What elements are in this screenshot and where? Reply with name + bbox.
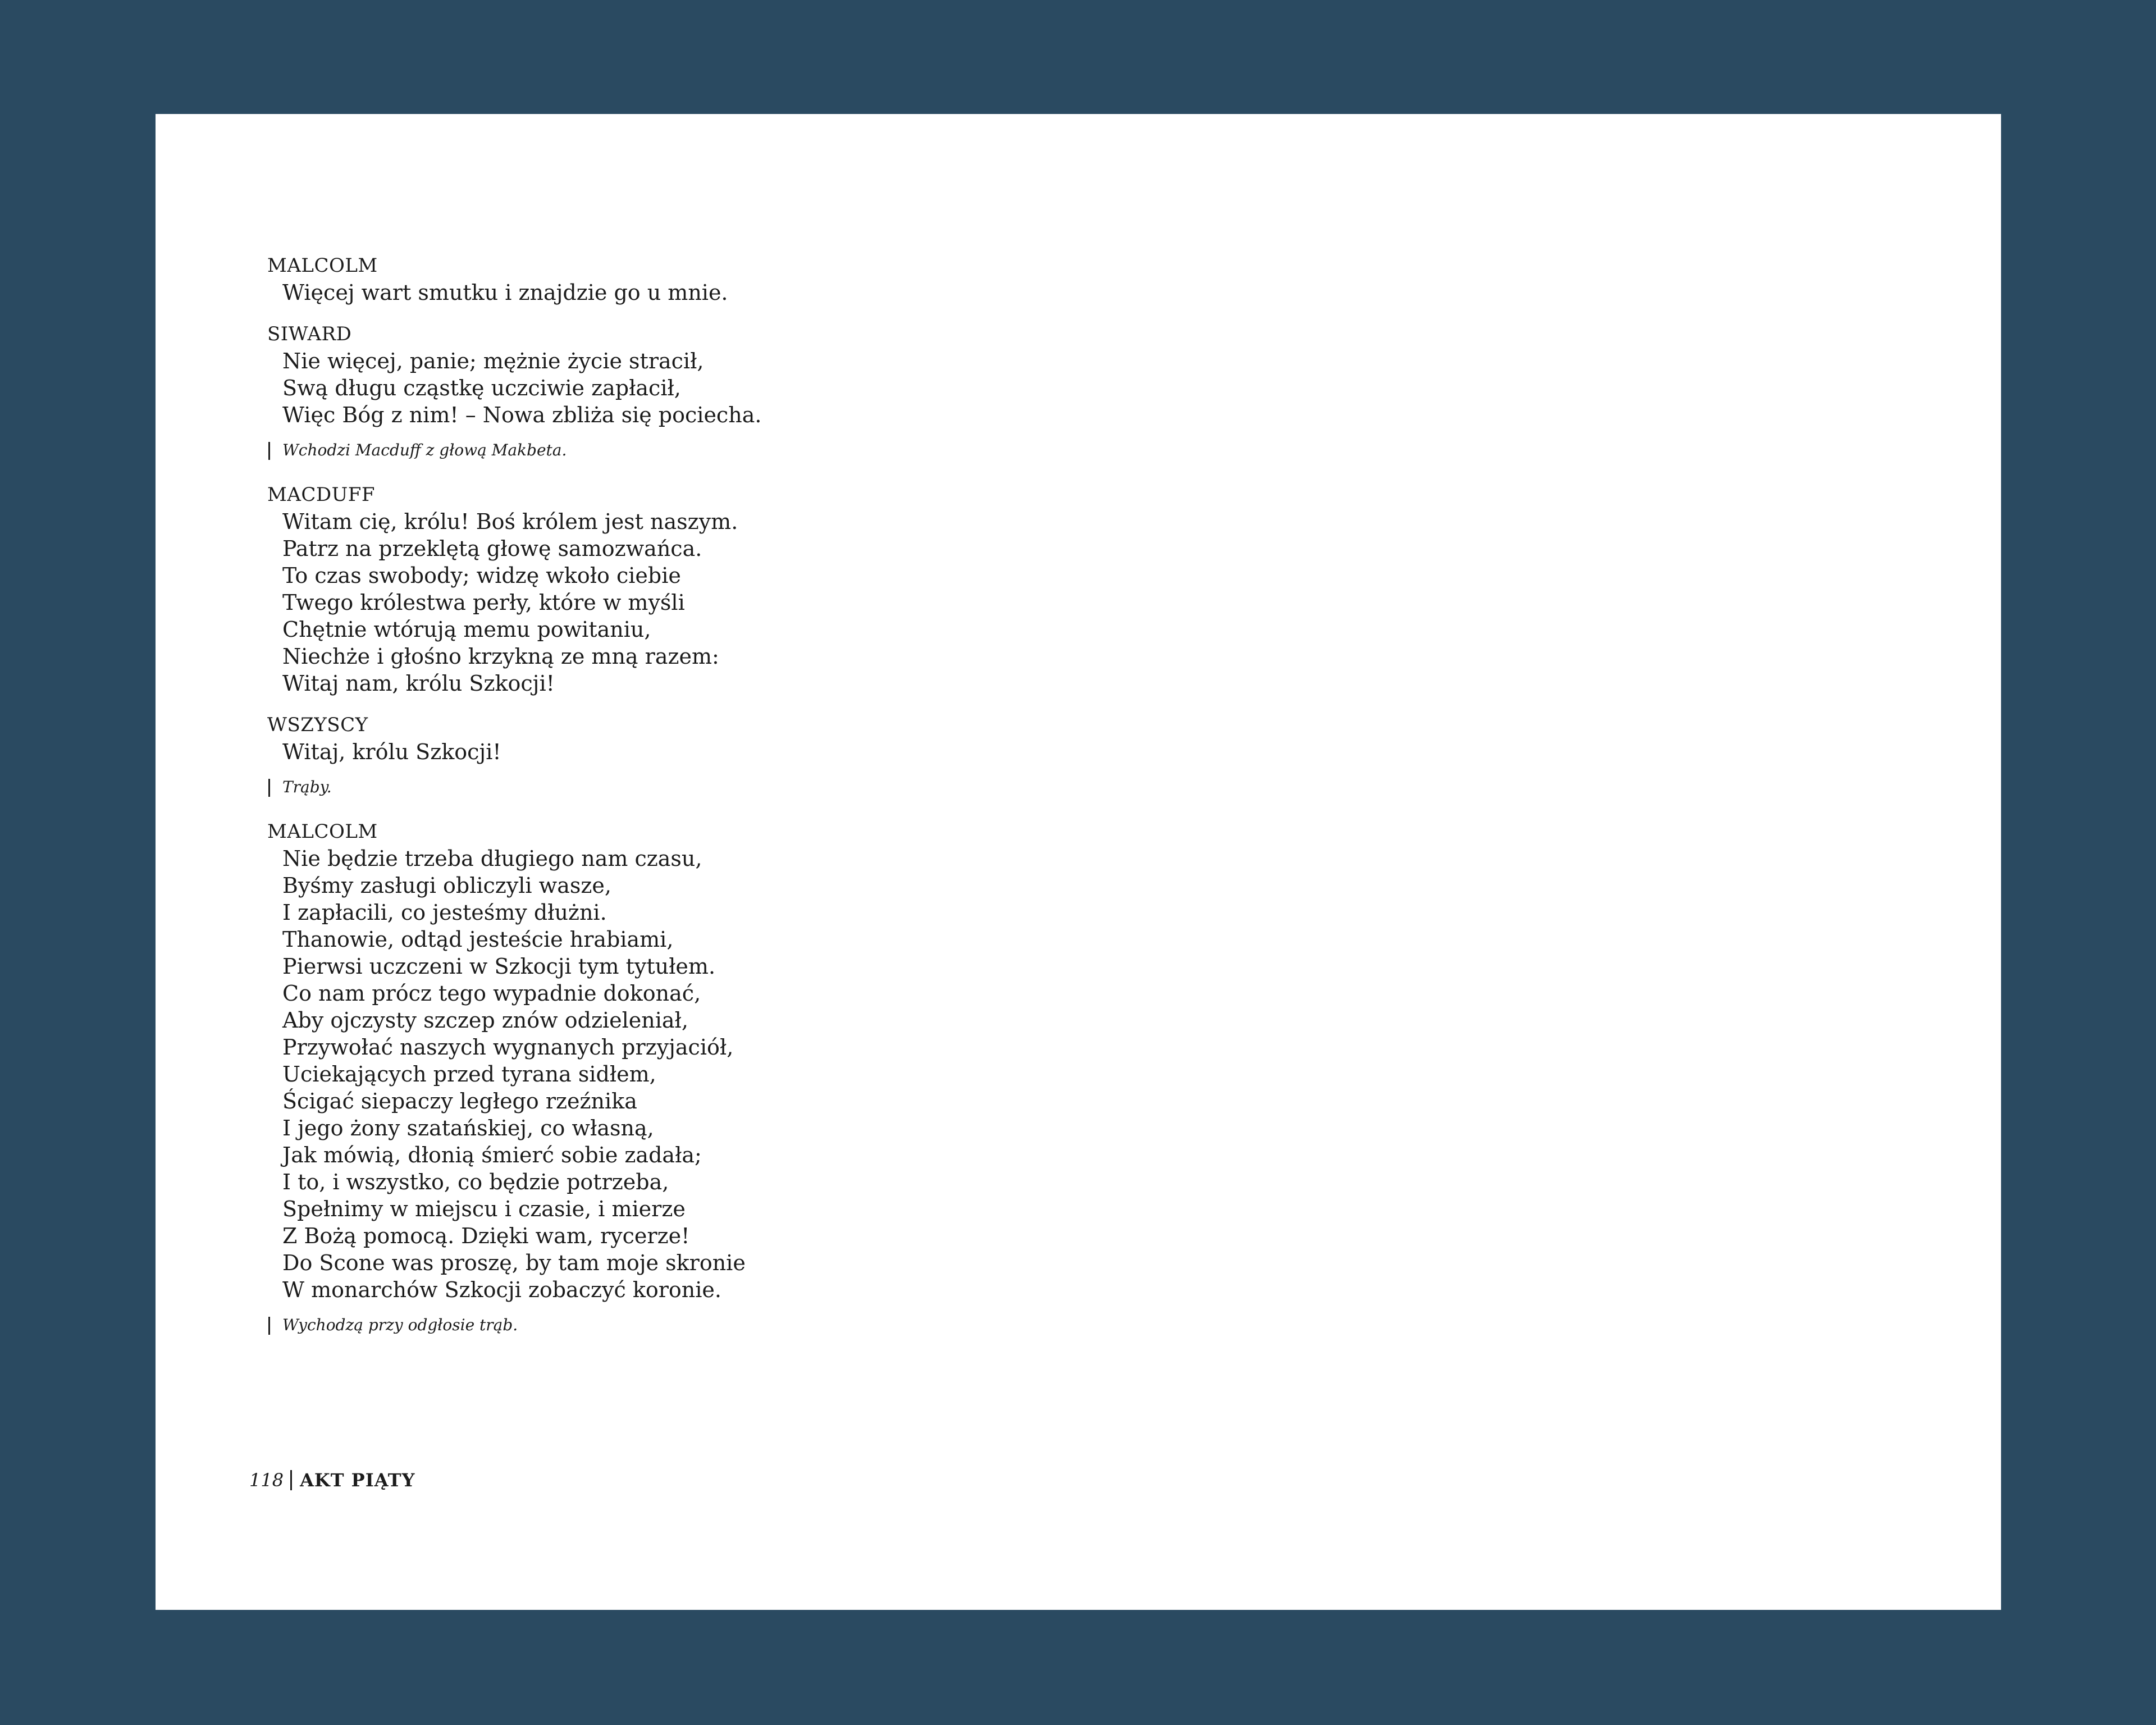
verse-line: Więc Bóg z nim! – Nowa zbliża się pociecha. [282, 403, 762, 427]
verse-line: Swą długu cząstkę uczciwie zapłacił, [282, 376, 681, 400]
verse-line: Byśmy zasługi obliczyli wasze, [282, 873, 611, 898]
verse-line: Przywołać naszych wygnanych przyjaciół, [282, 1035, 734, 1060]
speech-lines [267, 508, 997, 697]
stage-direction-bar [268, 779, 270, 797]
verse-line: Z Bożą pomocą. Dzięki wam, rycerze! [282, 1224, 690, 1248]
verse-line: Spełnimy w miejscu i czasie, i mierze [282, 1197, 686, 1221]
verse-line: Pierwsi uczczeni w Szkocji tym tytułem. [282, 954, 716, 979]
speech-malcolm-1 [267, 252, 997, 306]
speech-malcolm-2 [267, 818, 997, 1303]
verse-line: I zapłacili, co jesteśmy dłużni. [282, 900, 607, 925]
verse-line: Nie będzie trzeba długiego nam czasu, [282, 846, 702, 871]
verse-line: I to, i wszystko, co będzie potrzeba, [282, 1170, 669, 1194]
verse-line: Twego królestwa perły, które w myśli [282, 590, 685, 615]
verse-line: To czas swobody; widzę wkoło ciebie [282, 563, 681, 588]
speaker-name: MALCOLM [267, 254, 378, 277]
speaker-name: MALCOLM [267, 820, 378, 843]
verse-line: Jak mówią, dłonią śmierć sobie zadała; [282, 1143, 702, 1167]
verse-line: Witaj nam, królu Szkocji! [282, 671, 555, 696]
stage-direction-text: Wychodzą przy odgłosie trąb. [282, 1316, 518, 1334]
speech-lines [267, 738, 997, 765]
verse-line: Chętnie wtórują memu powitaniu, [282, 617, 651, 642]
play-text [267, 252, 997, 1337]
stage-direction [267, 1313, 997, 1337]
speaker-name: SIWARD [267, 323, 352, 345]
verse-line: W monarchów Szkocji zobaczyć koronie. [282, 1277, 721, 1302]
verse-line: Nie więcej, panie; mężnie życie stracił, [282, 349, 704, 373]
speech-wszyscy [267, 711, 997, 765]
stage-direction [267, 439, 997, 462]
verse-line: Więcej wart smutku i znajdzie go u mnie. [282, 280, 728, 305]
speech-lines [267, 348, 997, 428]
speaker-name: WSZYSCY [267, 714, 368, 736]
stage-direction-text: Trąby. [282, 778, 332, 796]
speech-lines [267, 279, 997, 306]
speaker-name: MACDUFF [267, 483, 375, 506]
running-header-section: AKT PIĄTY [300, 1470, 415, 1491]
verse-line: Do Scone was proszę, by tam moje skronie [282, 1251, 746, 1275]
stage-direction-text: Wchodzi Macduff z głową Makbeta. [282, 441, 567, 459]
speech-macduff [267, 481, 997, 697]
stage-direction-bar [268, 1317, 270, 1335]
verse-line: Thanowie, odtąd jesteście hrabiami, [282, 927, 674, 952]
speech-siward [267, 321, 997, 428]
verse-line: Witam cię, królu! Boś królem jest naszym. [282, 509, 738, 534]
page-footer [249, 1468, 415, 1493]
stage-direction [267, 775, 997, 799]
verse-line: Patrz na przeklętą głowę samozwańca. [282, 536, 702, 561]
stage-direction-bar [268, 442, 270, 460]
verse-line: Ścigać siepaczy ległego rzeźnika [282, 1089, 637, 1114]
verse-line: Co nam prócz tego wypadnie dokonać, [282, 981, 701, 1006]
speech-lines [267, 845, 997, 1303]
footer-separator [290, 1470, 292, 1490]
verse-line: Aby ojczysty szczep znów odzieleniał, [282, 1008, 688, 1033]
book-page [156, 114, 2001, 1610]
verse-line: Niechże i głośno krzykną ze mną razem: [282, 644, 719, 669]
verse-line: I jego żony szatańskiej, co własną, [282, 1116, 654, 1140]
verse-line: Witaj, królu Szkocji! [282, 740, 501, 764]
verse-line: Uciekających przed tyrana sidłem, [282, 1062, 656, 1087]
page-number: 118 [249, 1470, 284, 1491]
